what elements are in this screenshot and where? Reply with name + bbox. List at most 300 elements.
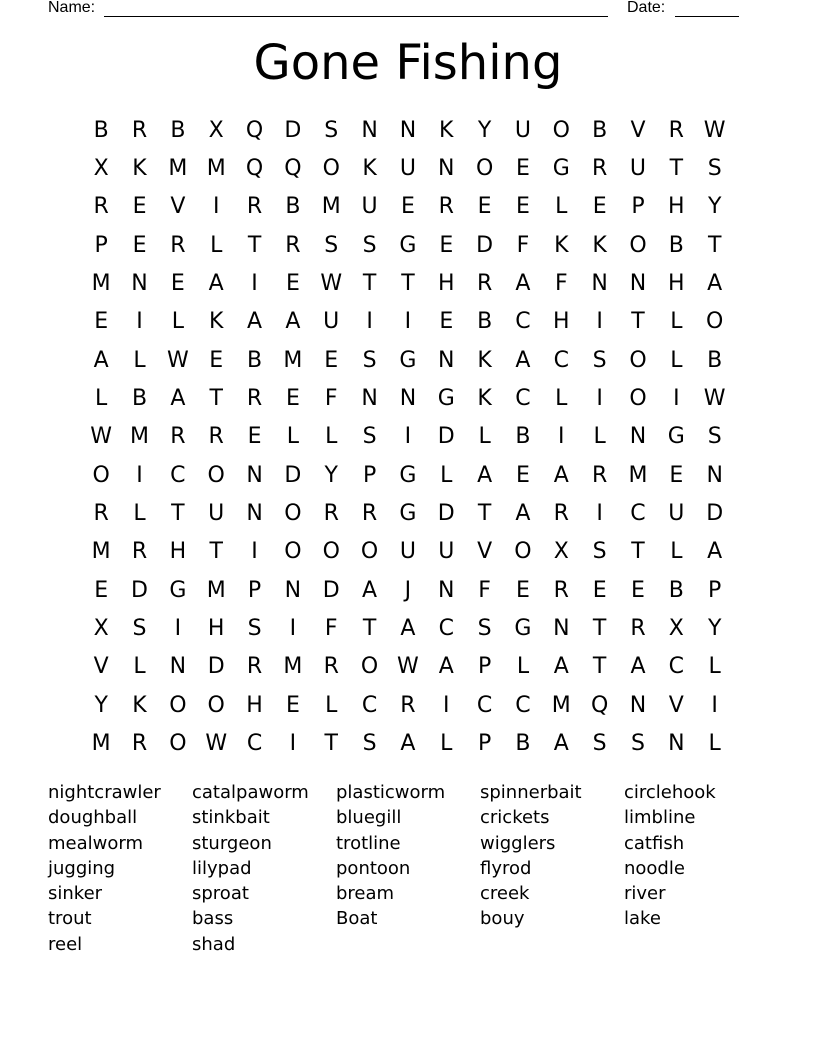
grid-letter: I xyxy=(711,692,718,718)
grid-letter: P xyxy=(362,462,377,488)
grid-letter: Y xyxy=(707,616,722,642)
grid-letter: W xyxy=(166,347,189,373)
grid-letter: A xyxy=(515,501,531,527)
grid-letter: O xyxy=(284,501,302,527)
grid-letter: F xyxy=(324,386,338,412)
grid-letter: R xyxy=(246,654,263,680)
grid-letter: K xyxy=(554,232,569,258)
grid-letter: E xyxy=(439,309,454,335)
grid-letter: O xyxy=(629,232,647,258)
date-field-line xyxy=(675,16,739,17)
grid-letter: A xyxy=(285,309,301,335)
grid-letter: N xyxy=(438,577,455,603)
grid-letter: R xyxy=(438,194,454,220)
grid-letter: P xyxy=(631,194,645,220)
grid-letter: Q xyxy=(284,156,302,182)
grid-letter: P xyxy=(247,577,262,603)
grid-letter: O xyxy=(207,692,225,718)
grid-letter: L xyxy=(670,347,683,373)
grid-letter: A xyxy=(707,271,723,297)
grid-letter: D xyxy=(437,501,455,527)
word-list-item: bouy xyxy=(480,908,525,930)
grid-letter: I xyxy=(289,731,297,757)
grid-letter: N xyxy=(246,501,263,527)
grid-letter: G xyxy=(399,462,417,488)
grid-letter: N xyxy=(246,462,263,488)
grid-letter: B xyxy=(477,309,493,335)
grid-letter: E xyxy=(439,232,454,258)
grid-letter: R xyxy=(93,501,109,527)
header xyxy=(0,0,816,20)
grid-letter: D xyxy=(284,462,302,488)
grid-letter: X xyxy=(553,539,569,565)
grid-letter: T xyxy=(631,539,645,565)
grid-letter: T xyxy=(707,232,722,258)
puzzle-title: Gone Fishing xyxy=(253,35,563,91)
grid-letter: A xyxy=(707,539,723,565)
grid-letter: M xyxy=(91,731,111,757)
grid-letter: R xyxy=(246,194,263,220)
grid-letter: O xyxy=(552,117,570,143)
grid-letter: M xyxy=(91,271,111,297)
grid-letter: E xyxy=(400,194,415,220)
grid-letter: N xyxy=(131,271,148,297)
grid-letter: D xyxy=(131,577,148,603)
grid-letter: I xyxy=(596,501,603,527)
grid-letter: E xyxy=(209,347,224,373)
word-list-item: lilypad xyxy=(192,857,252,879)
word-list-item: noodle xyxy=(624,857,685,879)
grid-letter: M xyxy=(321,194,341,220)
grid-letter: O xyxy=(629,347,647,373)
word-list-item: shad xyxy=(192,933,236,955)
grid-letter: N xyxy=(399,386,417,412)
grid-letter: L xyxy=(133,347,146,373)
grid-letter: R xyxy=(93,194,109,220)
grid-letter: D xyxy=(476,232,494,258)
grid-letter: T xyxy=(592,616,607,642)
word-list-item: jugging xyxy=(48,857,116,879)
grid-letter: S xyxy=(707,156,722,182)
grid-letter: O xyxy=(360,654,379,680)
grid-letter: W xyxy=(205,731,228,757)
grid-letter: T xyxy=(669,156,684,182)
grid-letter: B xyxy=(247,347,263,373)
grid-letter: A xyxy=(170,386,186,412)
grid-letter: L xyxy=(670,539,683,565)
grid-letter: S xyxy=(362,424,377,450)
grid-letter: E xyxy=(516,462,530,488)
grid-letter: R xyxy=(246,386,263,412)
grid-letter: N xyxy=(438,347,455,373)
grid-letter: G xyxy=(437,386,455,412)
grid-letter: S xyxy=(362,347,377,373)
grid-letter: C xyxy=(553,347,569,373)
grid-letter: U xyxy=(361,194,378,220)
grid-letter: A xyxy=(400,731,416,757)
grid-letter: K xyxy=(439,117,454,143)
word-list-item: catalpaworm xyxy=(192,782,309,803)
grid-letter: N xyxy=(629,692,647,718)
grid-letter: E xyxy=(631,577,645,603)
grid-letter: D xyxy=(322,577,340,603)
grid-letter: C xyxy=(438,616,454,642)
word-list-item: bluegill xyxy=(336,807,402,829)
grid-letter: B xyxy=(170,117,186,143)
grid-letter: R xyxy=(591,156,608,182)
grid-letter: L xyxy=(478,424,491,450)
grid-letter: G xyxy=(399,501,417,527)
grid-letter: R xyxy=(131,731,148,757)
grid-letter: L xyxy=(171,309,184,335)
grid-letter: A xyxy=(553,654,569,680)
grid-letter: A xyxy=(438,654,454,680)
grid-letter: E xyxy=(285,386,300,412)
grid-letter: H xyxy=(169,539,187,565)
grid-letter: D xyxy=(706,501,724,527)
grid-letter: Y xyxy=(94,692,108,718)
grid-letter: L xyxy=(286,424,300,450)
grid-letter: S xyxy=(362,232,377,258)
grid-letter: F xyxy=(516,232,530,258)
grid-letter: R xyxy=(131,539,148,565)
grid-letter: K xyxy=(592,232,607,258)
grid-letter: C xyxy=(668,654,685,680)
grid-letter: A xyxy=(553,731,569,757)
word-list-item: circlehook xyxy=(624,782,716,803)
grid-letter: P xyxy=(477,654,492,680)
grid-letter: R xyxy=(553,501,569,527)
grid-letter: A xyxy=(630,654,646,680)
grid-letter: N xyxy=(399,117,417,143)
grid-letter: E xyxy=(132,194,147,220)
grid-letter: L xyxy=(325,424,338,450)
grid-letter: G xyxy=(552,156,570,182)
grid-letter: O xyxy=(92,462,110,488)
grid-letter: Y xyxy=(707,194,722,220)
grid-letter: M xyxy=(168,156,188,182)
grid-letter: G xyxy=(399,347,417,373)
grid-letter: A xyxy=(400,616,416,642)
grid-letter: Y xyxy=(324,462,338,488)
grid-letter: G xyxy=(514,616,532,642)
grid-letter: L xyxy=(133,501,146,527)
grid-letter: W xyxy=(703,386,726,412)
grid-letter: C xyxy=(515,386,531,412)
grid-letter: M xyxy=(91,539,111,565)
name-field-line xyxy=(104,16,608,17)
grid-letter: T xyxy=(631,309,645,335)
grid-letter: L xyxy=(555,386,568,412)
grid-letter: I xyxy=(212,194,220,220)
grid-letter: C xyxy=(361,692,378,718)
grid-letter: M xyxy=(283,654,303,680)
letter-grid xyxy=(82,111,734,763)
grid-letter: S xyxy=(132,616,147,642)
grid-letter: M xyxy=(551,692,571,718)
grid-letter: G xyxy=(399,232,417,258)
grid-letter: X xyxy=(93,616,109,642)
grid-letter: D xyxy=(207,654,225,680)
date-label: Date: xyxy=(627,0,666,16)
grid-letter: L xyxy=(708,654,721,680)
grid-letter: R xyxy=(668,117,684,143)
grid-letter: L xyxy=(210,232,223,258)
grid-letter: E xyxy=(170,271,185,297)
grid-letter: B xyxy=(131,386,148,412)
grid-letter: B xyxy=(592,117,608,143)
grid-letter: I xyxy=(404,309,412,335)
grid-letter: W xyxy=(320,271,343,297)
grid-letter: K xyxy=(477,347,492,373)
grid-letter: B xyxy=(668,577,684,603)
grid-letter: C xyxy=(246,731,263,757)
grid-letter: E xyxy=(516,194,530,220)
grid-letter: R xyxy=(208,424,224,450)
grid-letter: V xyxy=(170,194,186,220)
grid-letter: N xyxy=(591,271,608,297)
grid-letter: U xyxy=(438,539,455,565)
grid-letter: U xyxy=(514,117,531,143)
grid-letter: T xyxy=(477,501,492,527)
grid-letter: H xyxy=(553,309,570,335)
grid-letter: A xyxy=(477,462,493,488)
grid-letter: W xyxy=(90,424,113,450)
grid-letter: R xyxy=(476,271,493,297)
grid-letter: I xyxy=(558,424,565,450)
word-list-item: pontoon xyxy=(336,857,411,879)
word-list-item: trotline xyxy=(336,832,401,854)
grid-letter: T xyxy=(247,232,262,258)
grid-letter: L xyxy=(440,462,453,488)
grid-letter: E xyxy=(285,692,300,718)
word-list-item: crickets xyxy=(480,807,550,829)
grid-letter: A xyxy=(515,271,531,297)
grid-letter: T xyxy=(209,386,223,412)
grid-letter: P xyxy=(94,232,108,258)
word-list-item: river xyxy=(624,883,666,905)
grid-letter: X xyxy=(208,117,224,143)
word-list-item: flyrod xyxy=(480,857,532,879)
grid-letter: A xyxy=(247,309,263,335)
word-bank xyxy=(48,780,768,957)
grid-letter: O xyxy=(169,692,187,718)
word-list-item: limbline xyxy=(624,807,696,829)
grid-letter: W xyxy=(703,117,726,143)
grid-letter: N xyxy=(629,424,647,450)
grid-letter: O xyxy=(475,156,494,182)
grid-letter: I xyxy=(174,616,182,642)
grid-letter: N xyxy=(169,654,187,680)
grid-letter: T xyxy=(592,654,607,680)
grid-letter: B xyxy=(93,117,109,143)
grid-letter: O xyxy=(169,731,187,757)
grid-letter: I xyxy=(404,424,412,450)
word-list-item: lake xyxy=(624,908,661,930)
grid-letter: O xyxy=(360,539,379,565)
word-list-item: plasticworm xyxy=(336,782,446,803)
grid-letter: F xyxy=(324,616,338,642)
grid-letter: R xyxy=(323,501,339,527)
grid-letter: S xyxy=(592,347,607,373)
grid-letter: I xyxy=(673,386,680,412)
word-list-item: sinker xyxy=(48,883,103,905)
grid-letter: V xyxy=(477,539,493,565)
grid-letter: R xyxy=(323,654,339,680)
grid-letter: U xyxy=(208,501,225,527)
grid-letter: T xyxy=(209,539,223,565)
grid-letter: A xyxy=(208,271,224,297)
grid-letter: B xyxy=(668,232,684,258)
grid-letter: O xyxy=(284,539,302,565)
grid-letter: K xyxy=(132,156,147,182)
grid-letter: L xyxy=(95,386,108,412)
grid-letter: B xyxy=(515,424,531,450)
grid-letter: D xyxy=(437,424,455,450)
grid-letter: A xyxy=(553,462,569,488)
word-column xyxy=(48,780,192,957)
grid-letter: N xyxy=(668,731,685,757)
grid-letter: S xyxy=(477,616,492,642)
grid-letter: U xyxy=(323,309,340,335)
grid-letter: H xyxy=(207,616,225,642)
word-list-item: bream xyxy=(336,883,395,905)
grid-letter: N xyxy=(629,271,647,297)
grid-letter: R xyxy=(285,232,301,258)
grid-letter: M xyxy=(206,156,226,182)
grid-letter: K xyxy=(477,386,492,412)
grid-letter: E xyxy=(516,156,530,182)
grid-letter: T xyxy=(324,731,338,757)
grid-letter: I xyxy=(289,616,297,642)
grid-letter: F xyxy=(478,577,491,603)
word-list-item: wigglers xyxy=(480,832,556,854)
grid-letter: L xyxy=(670,309,683,335)
grid-letter: T xyxy=(362,271,377,297)
grid-letter: T xyxy=(401,271,415,297)
grid-letter: C xyxy=(630,501,646,527)
grid-letter: P xyxy=(708,577,722,603)
grid-letter: B xyxy=(285,194,301,220)
grid-letter: C xyxy=(515,309,531,335)
grid-letter: R xyxy=(170,232,186,258)
grid-letter: N xyxy=(438,156,455,182)
grid-letter: U xyxy=(668,501,685,527)
grid-letter: U xyxy=(399,156,416,182)
grid-letter: J xyxy=(404,577,412,603)
grid-letter: L xyxy=(440,731,453,757)
grid-letter: M xyxy=(206,577,226,603)
grid-letter: R xyxy=(131,117,148,143)
grid-letter: P xyxy=(477,731,492,757)
grid-letter: S xyxy=(324,117,339,143)
grid-letter: L xyxy=(555,194,568,220)
grid-letter: M xyxy=(628,462,648,488)
word-list-item: Boat xyxy=(336,908,378,930)
grid-letter: E xyxy=(592,577,607,603)
grid-letter: A xyxy=(362,577,378,603)
grid-letter: V xyxy=(630,117,646,143)
grid-letter: R xyxy=(361,501,378,527)
grid-letter: G xyxy=(667,424,685,450)
grid-letter: L xyxy=(708,731,721,757)
grid-letter: U xyxy=(399,539,416,565)
grid-letter: C xyxy=(515,692,531,718)
grid-letter: L xyxy=(593,424,606,450)
grid-letter: E xyxy=(285,271,300,297)
grid-letter: H xyxy=(246,692,263,718)
grid-letter: N xyxy=(284,577,302,603)
word-list-item: nightcrawler xyxy=(48,782,161,803)
grid-letter: E xyxy=(477,194,492,220)
grid-letter: N xyxy=(706,462,723,488)
grid-letter: O xyxy=(706,309,724,335)
word-list-item: sproat xyxy=(192,883,249,905)
grid-letter: I xyxy=(366,309,373,335)
word-column xyxy=(480,780,624,957)
word-list-item: spinnerbait xyxy=(480,782,582,803)
grid-letter: I xyxy=(136,462,143,488)
grid-letter: C xyxy=(476,692,493,718)
grid-letter: K xyxy=(132,692,147,718)
word-list-item: stinkbait xyxy=(192,807,270,829)
grid-letter: I xyxy=(136,309,143,335)
grid-letter: W xyxy=(397,654,419,680)
grid-letter: N xyxy=(361,117,378,143)
word-column xyxy=(624,780,768,957)
grid-letter: E xyxy=(94,309,109,335)
grid-letter: E xyxy=(94,577,109,603)
grid-letter: I xyxy=(596,386,603,412)
grid-letter: N xyxy=(361,386,378,412)
grid-letter: E xyxy=(592,194,607,220)
grid-letter: M xyxy=(283,347,303,373)
grid-letter: G xyxy=(169,577,187,603)
grid-letter: X xyxy=(93,156,109,182)
grid-letter: O xyxy=(322,156,340,182)
grid-letter: O xyxy=(322,539,340,565)
grid-letter: U xyxy=(629,156,647,182)
grid-letter: R xyxy=(630,616,646,642)
grid-letter: Y xyxy=(477,117,492,143)
grid-letter: S xyxy=(247,616,262,642)
grid-letter: O xyxy=(629,386,647,412)
grid-letter: B xyxy=(515,731,531,757)
word-list-item: catfish xyxy=(624,832,685,854)
grid-letter: K xyxy=(362,156,377,182)
grid-letter: E xyxy=(247,424,262,450)
word-list-item: trout xyxy=(48,908,92,930)
grid-letter: Q xyxy=(590,692,609,718)
grid-letter: K xyxy=(208,309,224,335)
grid-letter: M xyxy=(130,424,149,450)
grid-letter: V xyxy=(93,654,109,680)
grid-letter: F xyxy=(554,271,568,297)
word-list-item: reel xyxy=(48,933,83,955)
grid-letter: C xyxy=(170,462,186,488)
grid-letter: Q xyxy=(245,156,264,182)
grid-letter: R xyxy=(170,424,186,450)
grid-letter: H xyxy=(437,271,455,297)
word-column xyxy=(336,780,480,957)
grid-letter: E xyxy=(324,347,339,373)
grid-letter: O xyxy=(514,539,532,565)
grid-letter: I xyxy=(443,692,450,718)
word-list-item: sturgeon xyxy=(192,832,272,854)
grid-letter: S xyxy=(592,539,607,565)
grid-letter: I xyxy=(251,271,258,297)
grid-letter: A xyxy=(93,347,109,373)
